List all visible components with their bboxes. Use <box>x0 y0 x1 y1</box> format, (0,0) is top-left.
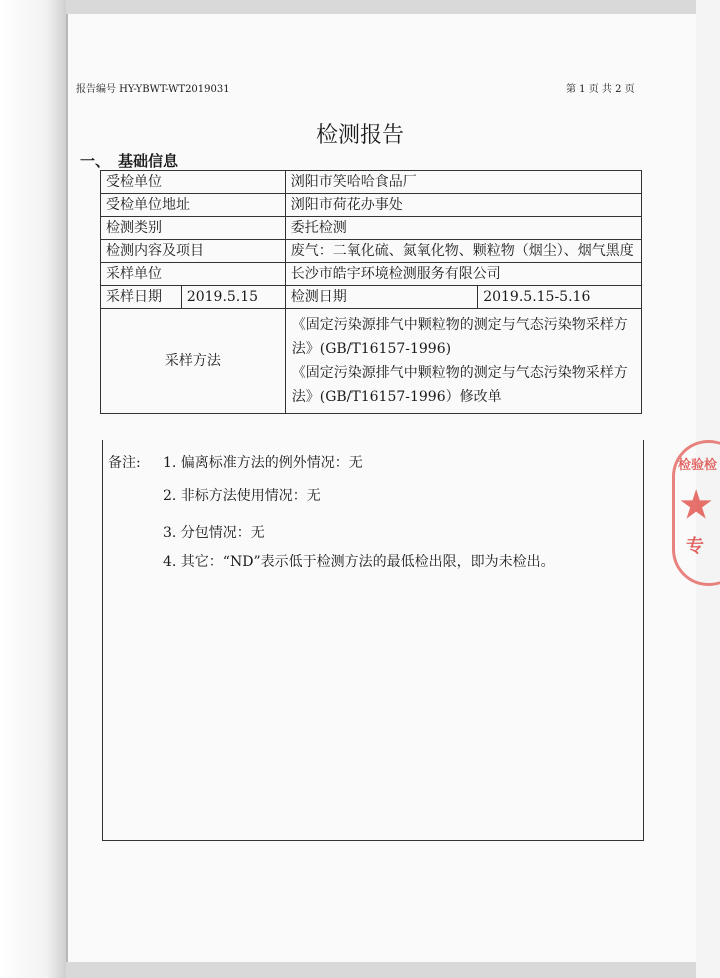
table-row <box>101 240 642 263</box>
notes-box <box>102 440 644 841</box>
items-value: 废气：二氧化硫、氮氧化物、颗粒物（烟尘）、烟气黑度 <box>285 240 641 263</box>
official-seal <box>672 440 720 580</box>
test-date-label: 检测日期 <box>285 286 477 309</box>
method-line-1: 《固定污染源排气中颗粒物的测定与气态污染物采样方法》(GB/T16157-1996) <box>291 317 628 357</box>
test-date-value: 2019.5.15-5.16 <box>478 286 642 309</box>
note-item: 3. 分包情况：无 <box>163 525 265 541</box>
page-title: 检测报告 <box>315 123 404 148</box>
address-label: 受检单位地址 <box>101 194 286 217</box>
table-row <box>101 309 642 414</box>
seal-text-top: 检验检 <box>678 458 718 473</box>
sampler-value: 长沙市皓宇环境检测服务有限公司 <box>285 263 641 286</box>
section-number: 一、 <box>80 152 111 170</box>
section-heading <box>80 150 178 171</box>
seal-text-bottom: 专 <box>686 536 704 557</box>
client-value: 浏阳市笑哈哈食品厂 <box>285 171 641 194</box>
table-row <box>101 286 642 309</box>
category-value: 委托检测 <box>285 217 641 240</box>
section-title: 基础信息 <box>118 152 179 170</box>
table-row <box>101 194 642 217</box>
note-item: 1. 偏离标准方法的例外情况：无 <box>163 455 363 471</box>
note-item: 2. 非标方法使用情况：无 <box>163 488 321 504</box>
table-row <box>101 263 642 286</box>
table-row <box>101 171 642 194</box>
client-label: 受检单位 <box>101 171 286 194</box>
star-icon: ★ <box>680 484 713 526</box>
category-label: 检测类别 <box>101 217 286 240</box>
notes-label: 备注: <box>108 455 141 471</box>
address-value: 浏阳市荷花办事处 <box>285 194 641 217</box>
basic-info-table <box>100 170 642 414</box>
sample-date-value: 2019.5.15 <box>181 286 285 309</box>
report-number: 报告编号 HY-YBWT-WT2019031 <box>76 84 230 95</box>
method-label: 采样方法 <box>101 309 286 414</box>
page-number: 第 1 页 共 2 页 <box>566 84 635 95</box>
method-line-2: 《固定污染源排气中颗粒物的测定与气态污染物采样方法》(GB/T16157-1996）修改单 <box>291 365 628 405</box>
note-item: 4. 其它：“ND”表示低于检测方法的最低检出限，即为未检出。 <box>163 554 555 570</box>
items-label: 检测内容及项目 <box>101 240 286 263</box>
sample-date-label: 采样日期 <box>101 286 182 309</box>
method-value <box>285 309 641 414</box>
sampler-label: 采样单位 <box>101 263 286 286</box>
table-row <box>101 217 642 240</box>
